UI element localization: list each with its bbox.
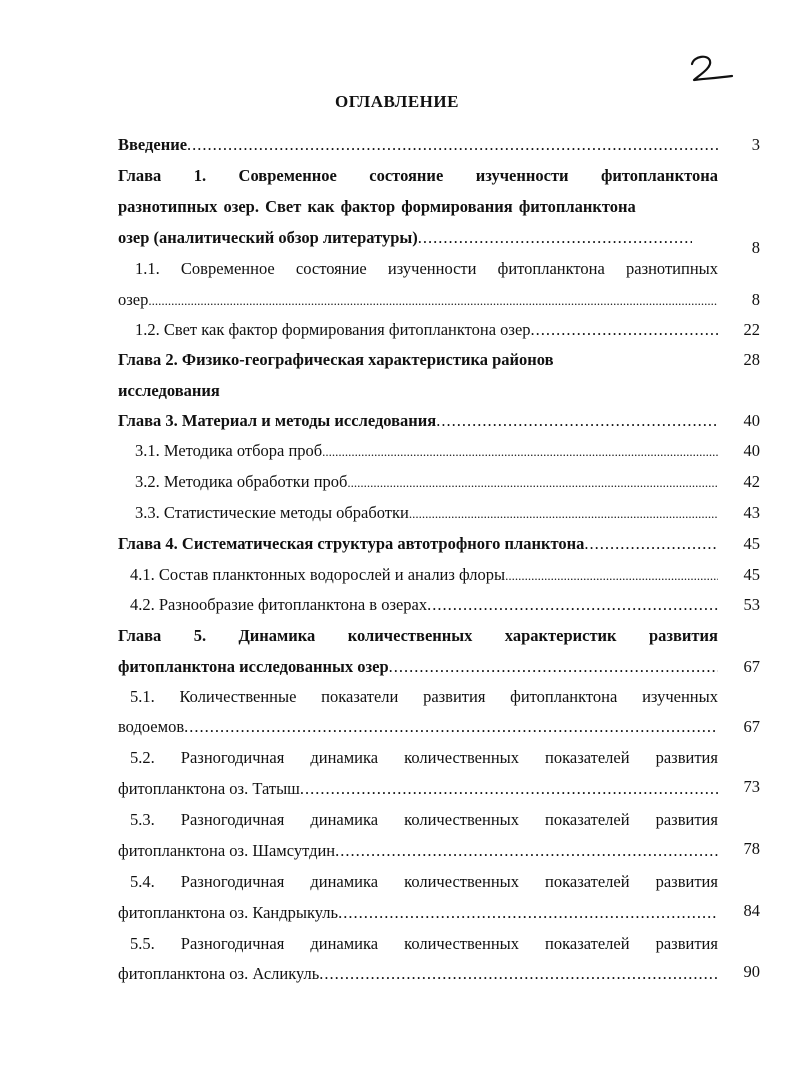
toc-entry-s1-1-line2: озер .....	[118, 290, 718, 311]
toc-page: 90	[743, 962, 760, 981]
toc-entry-s1-2: 1.2. Свет как фактор формирования фитопланктона озер .....	[135, 320, 718, 340]
toc-page: 42	[743, 472, 760, 491]
toc-entry-ch1-line1: Глава 1. Современное состояние изученности фитопланктона	[118, 166, 718, 185]
toc-page: 8	[751, 290, 760, 309]
toc-page: 67	[743, 717, 760, 736]
toc-entry-s1-1-line1: 1.1. Современное состояние изученности фитопланктона разнотипных	[135, 259, 718, 278]
toc-entry-s5-4-line1: 5.4. Разногодичная динамика количественных показателей развития	[130, 872, 718, 891]
toc-entry-ch1-line2: разнотипных озер. Свет как фактор формирования фитопланктона	[118, 197, 636, 216]
toc-entry-s5-3-line1: 5.3. Разногодичная динамика количественных показателей развития	[130, 810, 718, 829]
toc-entry-s5-5-line2: фитопланктона оз. Асликуль .....	[118, 964, 718, 984]
toc-entry-s4-1: 4.1. Состав планктонных водорослей и анализ флоры .....	[130, 565, 718, 586]
toc-page: 3	[751, 135, 760, 154]
toc-entry-s5-5-line1: 5.5. Разногодичная динамика количественных показателей развития	[130, 934, 718, 953]
page-title: ОГЛАВЛЕНИЕ	[335, 92, 459, 111]
toc-entry-s5-1-line1: 5.1. Количественные показатели развития фитопланктона изученных	[130, 687, 718, 706]
toc-entry-s3-2: 3.2. Методика обработки проб .....	[135, 472, 718, 493]
toc-page: 45	[743, 565, 760, 584]
toc-page: 67	[743, 657, 760, 676]
toc-entry-s4-2: 4.2. Разнообразие фитопланктона в озерах .....	[130, 595, 718, 615]
toc-page: 22	[743, 320, 760, 339]
toc-page: 43	[743, 503, 760, 522]
toc-page: 84	[743, 901, 760, 920]
toc-entry-ch2-line2: исследования	[118, 381, 220, 400]
toc-page: 45	[743, 534, 760, 553]
toc-page: 40	[743, 411, 760, 430]
toc-entry-s5-1-line2: водоемов .....	[118, 717, 718, 737]
toc-entry-ch5-line1: Глава 5. Динамика количественных характеристик развития	[118, 626, 718, 645]
toc-entry-ch3: Глава 3. Материал и методы исследования .....	[118, 411, 718, 431]
handwritten-page-number	[686, 52, 738, 86]
toc-page: 28	[743, 350, 760, 369]
toc-entry-ch2-line1: Глава 2. Физико-географическая характеристика районов	[118, 350, 554, 369]
toc-entry-ch1-line3: озер (аналитический обзор литературы) .....	[118, 228, 692, 248]
toc-entry-s5-4-line2: фитопланктона оз. Кандрыкуль .....	[118, 903, 718, 923]
toc-entry-ch5-line2: фитопланктона исследованных озер .....	[118, 657, 718, 677]
toc-page: 73	[743, 777, 760, 796]
toc-page: 8	[751, 238, 760, 257]
toc-entry-s5-3-line2: фитопланктона оз. Шамсутдин .....	[118, 841, 718, 861]
toc-entry-intro: Введение .....	[118, 135, 718, 155]
toc-entry-s5-2-line1: 5.2. Разногодичная динамика количественных показателей развития	[130, 748, 718, 767]
toc-entry-s3-3: 3.3. Статистические методы обработки .....	[135, 503, 718, 524]
toc-page: 40	[743, 441, 760, 460]
toc-entry-ch4: Глава 4. Систематическая структура автотрофного планктона .....	[118, 534, 718, 554]
toc-page: 53	[743, 595, 760, 614]
toc-page: 78	[743, 839, 760, 858]
toc-entry-s5-2-line2: фитопланктона оз. Татыш .....	[118, 779, 718, 799]
toc-entry-s3-1: 3.1. Методика отбора проб .....	[135, 441, 718, 462]
